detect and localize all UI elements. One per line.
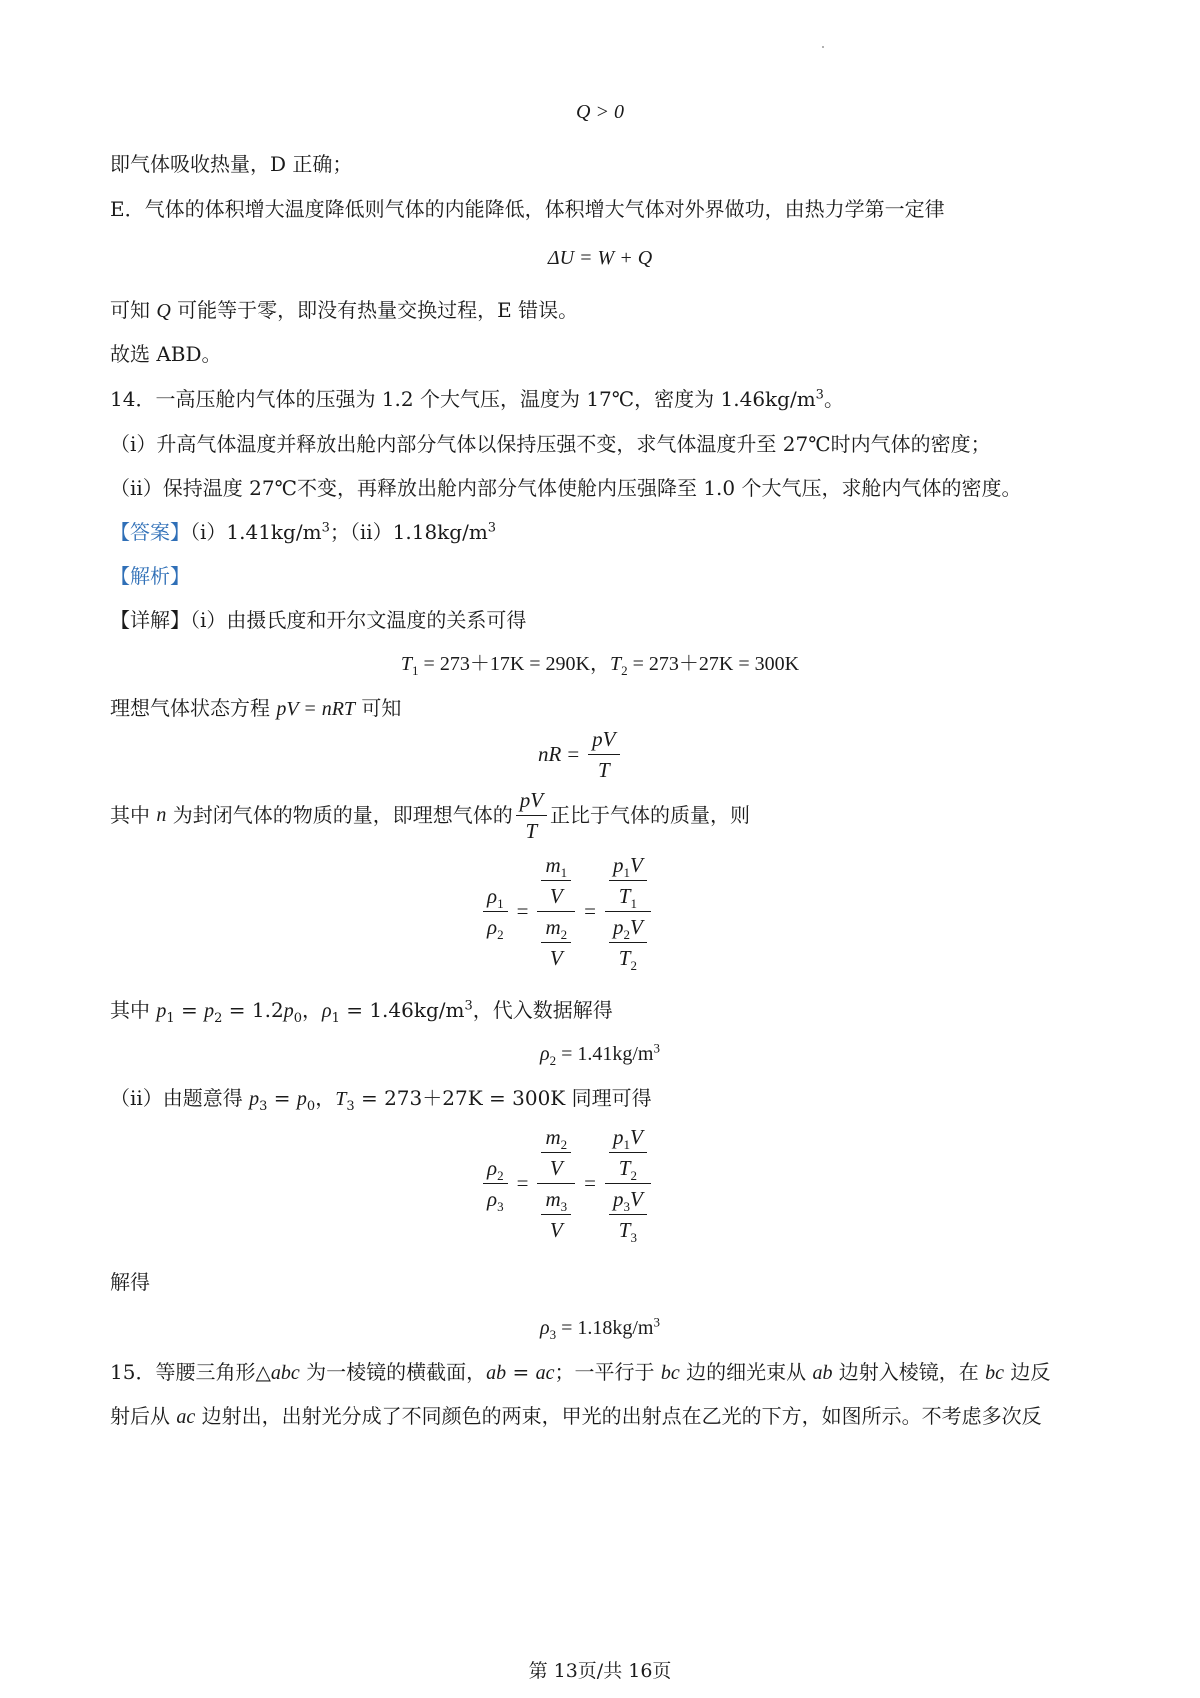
equation-rho3-result: $\rho_3 = 1.18kg/m^3$: [539, 1314, 660, 1342]
equation-nR: nR = $\frac{pV}{T}$: [538, 726, 623, 783]
text-where-p: 其中 $p_1 = p_2 = 1.2p_0$，$\rho_1 = 1.46kg/m^3$，代入数据解得: [110, 998, 613, 1026]
question-14-part-ii: （ii）保持温度 27℃不变，再释放出舱内部分气体使舱内压强降至 1.0 个大气压，求舱内气体的密度。: [110, 476, 1022, 500]
page-footer: 第 13页/共 16页: [528, 1660, 672, 1682]
stray-dot: [822, 46, 824, 48]
text-solve: 解得: [110, 1270, 150, 1294]
answer-tag: 【答案】: [110, 520, 190, 544]
equation-temperatures: $T_1 = 273+17K = 290K$，$T_2 = 273+27K = 300K$: [400, 653, 800, 678]
equation-density-ratio-1: $\frac{\rho_1}{\rho_2}$ = $\frac{\frac{m_1}{V}}{\frac{m_2}{V}}$ = $\frac{\frac{p_1V}{T_1}}{\frac{p_2V}{T_2}}$: [480, 852, 654, 971]
equation-first-law: ΔU = W + Q: [547, 247, 653, 269]
detail-line: 【详解】（i）由摄氏度和开尔文温度的关系可得: [110, 608, 527, 632]
text-answer-choice: 故选 ABD。: [110, 342, 222, 366]
text-e-statement: E．气体的体积增大温度降低则气体的内能降低，体积增大气体对外界做功，由热力学第一定律: [110, 197, 945, 221]
equation-q-positive: Q > 0: [576, 101, 624, 123]
text-part-ii: （ii）由题意得 $p_3 = p_0$，$T_3 = 273+27K = 300K$ 同理可得: [110, 1086, 652, 1114]
text-ideal-gas-law: 理想气体状态方程 pV = nRT 可知: [110, 696, 402, 720]
question-14-part-i: （i）升高气体温度并释放出舱内部分气体以保持压强不变，求气体温度升至 27℃时内气体的密度；: [110, 432, 991, 456]
question-14-stem: 14．一高压舱内气体的压强为 1.2 个大气压，温度为 17℃，密度为 $1.46kg/m^3$。: [110, 387, 844, 411]
equation-density-ratio-2: $\frac{\rho_2}{\rho_3}$ = $\frac{\frac{m_2}{V}}{\frac{m_3}{V}}$ = $\frac{\frac{p_1V}{T_2}}{\frac{p_3V}{T_3}}$: [480, 1124, 654, 1243]
text-where-n: 其中 n 为封闭气体的物质的量，即理想气体的 $\frac{pV}{T}$ 正比于气体的质量，则: [110, 787, 751, 843]
question-15-line-2: 射后从 ac 边射出，出射光分成了不同颜色的两束，甲光的出射点在乙光的下方，如图所示。不考虑多次反: [110, 1404, 1042, 1428]
answer-line: 【答案】$(i)1.41kg/m^3$；$(ii)1.18kg/m^3$: [110, 520, 497, 544]
equation-rho2-result: $\rho_2 = 1.41kg/m^3$: [539, 1040, 660, 1068]
question-15-line-1: 15．等腰三角形△abc 为一棱镜的横截面，ab = ac；一平行于 bc 边的细光束从 ab 边射入棱镜，在 bc 边反: [110, 1360, 1051, 1384]
analysis-tag: 【解析】: [110, 564, 190, 588]
text-e-conclusion: 可知 Q 可能等于零，即没有热量交换过程，E 错误。: [110, 298, 579, 322]
detail-tag: 【详解】: [110, 608, 190, 632]
text-d-correct: 即气体吸收热量，D 正确；: [110, 152, 353, 176]
